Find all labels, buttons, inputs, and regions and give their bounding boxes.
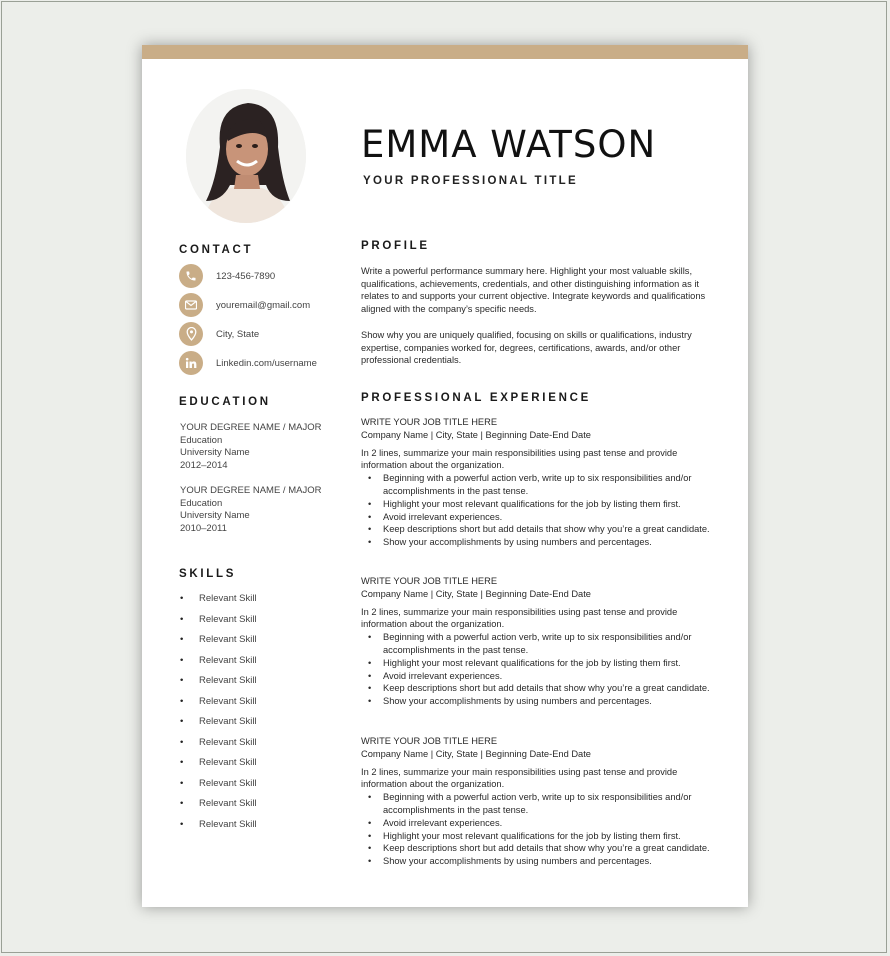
education-label: Education (180, 497, 223, 509)
degree-name: YOUR DEGREE NAME / MAJOR (180, 422, 322, 433)
phone-text: 123-456-7890 (216, 270, 276, 282)
email-text[interactable]: youremail@gmail.com (216, 299, 311, 311)
job-bullet: • Avoid irrelevant experiences. (361, 817, 721, 830)
job-company-line: Company Name | City, State | Beginning Date-End Date (361, 429, 591, 440)
linkedin-icon (179, 351, 203, 375)
contact-phone (179, 264, 275, 288)
profile-summary-2 (361, 329, 717, 367)
job-bullet: • Highlight your most relevant qualifications for the job by listing them first. (361, 830, 721, 843)
education-heading: EDUCATION (179, 396, 271, 408)
job-bullet: • Show your accomplishments by using numbers and percentages. (361, 855, 721, 868)
university-name: University Name (180, 447, 250, 458)
job-bullet: • Beginning with a powerful action verb, write up to six responsibilities and/or accomplishments in the past tense. (361, 791, 721, 817)
degree-name: YOUR DEGREE NAME / MAJOR (180, 485, 322, 496)
education-years: 2012–2014 (180, 459, 228, 471)
job-bullet: • Keep descriptions short but add details that show why you’re a great candidate. (361, 523, 721, 536)
phone-icon (179, 264, 203, 288)
job-summary: In 2 lines, summarize your main responsibilities using past tense and provide information about the organization. (361, 606, 678, 630)
university-name: University Name (180, 510, 250, 521)
profile-paragraph: Show why you are uniquely qualified, focusing on skills or qualifications, industry expertise, companies worked for, degrees, certifications, awards, and/or other professional credentials. (361, 330, 692, 365)
job-bullet: • Show your accomplishments by using numbers and percentages. (361, 695, 721, 708)
skill-item: • Relevant Skill (180, 589, 257, 610)
location-icon (179, 322, 203, 346)
contact-location (179, 322, 259, 346)
skill-item: • Relevant Skill (180, 733, 257, 754)
profile-paragraph: Write a powerful performance summary here. Highlight your most valuable skills, qualifications, achievements, credentials, and other distinguishing information as it relates to and supports your current objective. Integrate keywords and qualifications aligned with the company’s specific needs. (361, 266, 706, 314)
job-title: WRITE YOUR JOB TITLE HERE (361, 417, 498, 427)
email-icon (179, 293, 203, 317)
job-bullet: • Avoid irrelevant experiences. (361, 511, 721, 524)
skill-item: • Relevant Skill (180, 630, 257, 651)
job-bullet: • Keep descriptions short but add details that show why you’re a great candidate. (361, 842, 721, 855)
job-company-line: Company Name | City, State | Beginning Date-End Date (361, 748, 591, 759)
candidate-name: EMMA WATSON (361, 123, 657, 166)
resume-page (142, 45, 748, 907)
job-bullet: • Highlight your most relevant qualifications for the job by listing them first. (361, 498, 721, 511)
job-title: WRITE YOUR JOB TITLE HERE (361, 736, 498, 746)
education-entry (180, 422, 321, 472)
profile-photo (186, 89, 306, 223)
job-entry (361, 735, 721, 868)
accent-bar (142, 45, 748, 59)
job-title: WRITE YOUR JOB TITLE HERE (361, 576, 498, 586)
education-label: Education (180, 434, 223, 446)
skills-heading: SKILLS (179, 568, 237, 580)
job-entry (361, 575, 721, 708)
profile-summary (361, 265, 717, 315)
job-summary: In 2 lines, summarize your main responsibilities using past tense and provide information about the organization. (361, 766, 678, 790)
job-company-line: Company Name | City, State | Beginning Date-End Date (361, 588, 591, 599)
job-bullet: • Keep descriptions short but add details that show why you’re a great candidate. (361, 682, 721, 695)
skill-item: • Relevant Skill (180, 712, 257, 733)
skill-item: • Relevant Skill (180, 610, 257, 631)
job-bullets (361, 472, 721, 549)
professional-title: YOUR PROFESSIONAL TITLE (363, 175, 578, 187)
job-bullet: • Beginning with a powerful action verb, write up to six responsibilities and/or accomplishments in the past tense. (361, 631, 721, 657)
job-bullets (361, 631, 721, 708)
job-bullet: • Avoid irrelevant experiences. (361, 670, 721, 683)
education-entry (180, 485, 321, 535)
location-text: City, State (216, 328, 260, 340)
job-bullet: • Beginning with a powerful action verb, write up to six responsibilities and/or accomplishments in the past tense. (361, 472, 721, 498)
skill-item: • Relevant Skill (180, 815, 257, 836)
job-bullet: • Highlight your most relevant qualifications for the job by listing them first. (361, 657, 721, 670)
contact-heading: CONTACT (179, 244, 254, 256)
skill-item: • Relevant Skill (180, 651, 257, 672)
education-years: 2010–2011 (180, 522, 227, 534)
job-bullet: • Show your accomplishments by using numbers and percentages. (361, 536, 721, 549)
skills-list (180, 589, 257, 835)
job-entry (361, 416, 721, 549)
experience-heading: PROFESSIONAL EXPERIENCE (361, 392, 591, 404)
contact-email (179, 293, 310, 317)
skill-item: • Relevant Skill (180, 774, 257, 795)
job-bullets (361, 791, 721, 868)
skill-item: • Relevant Skill (180, 692, 257, 713)
skill-item: • Relevant Skill (180, 753, 257, 774)
profile-heading: PROFILE (361, 240, 430, 252)
contact-linkedin (179, 351, 317, 375)
skill-item: • Relevant Skill (180, 794, 257, 815)
linkedin-text[interactable]: Linkedin.com/username (216, 357, 317, 369)
skill-item: • Relevant Skill (180, 671, 257, 692)
job-summary: In 2 lines, summarize your main responsibilities using past tense and provide information about the organization. (361, 447, 678, 471)
